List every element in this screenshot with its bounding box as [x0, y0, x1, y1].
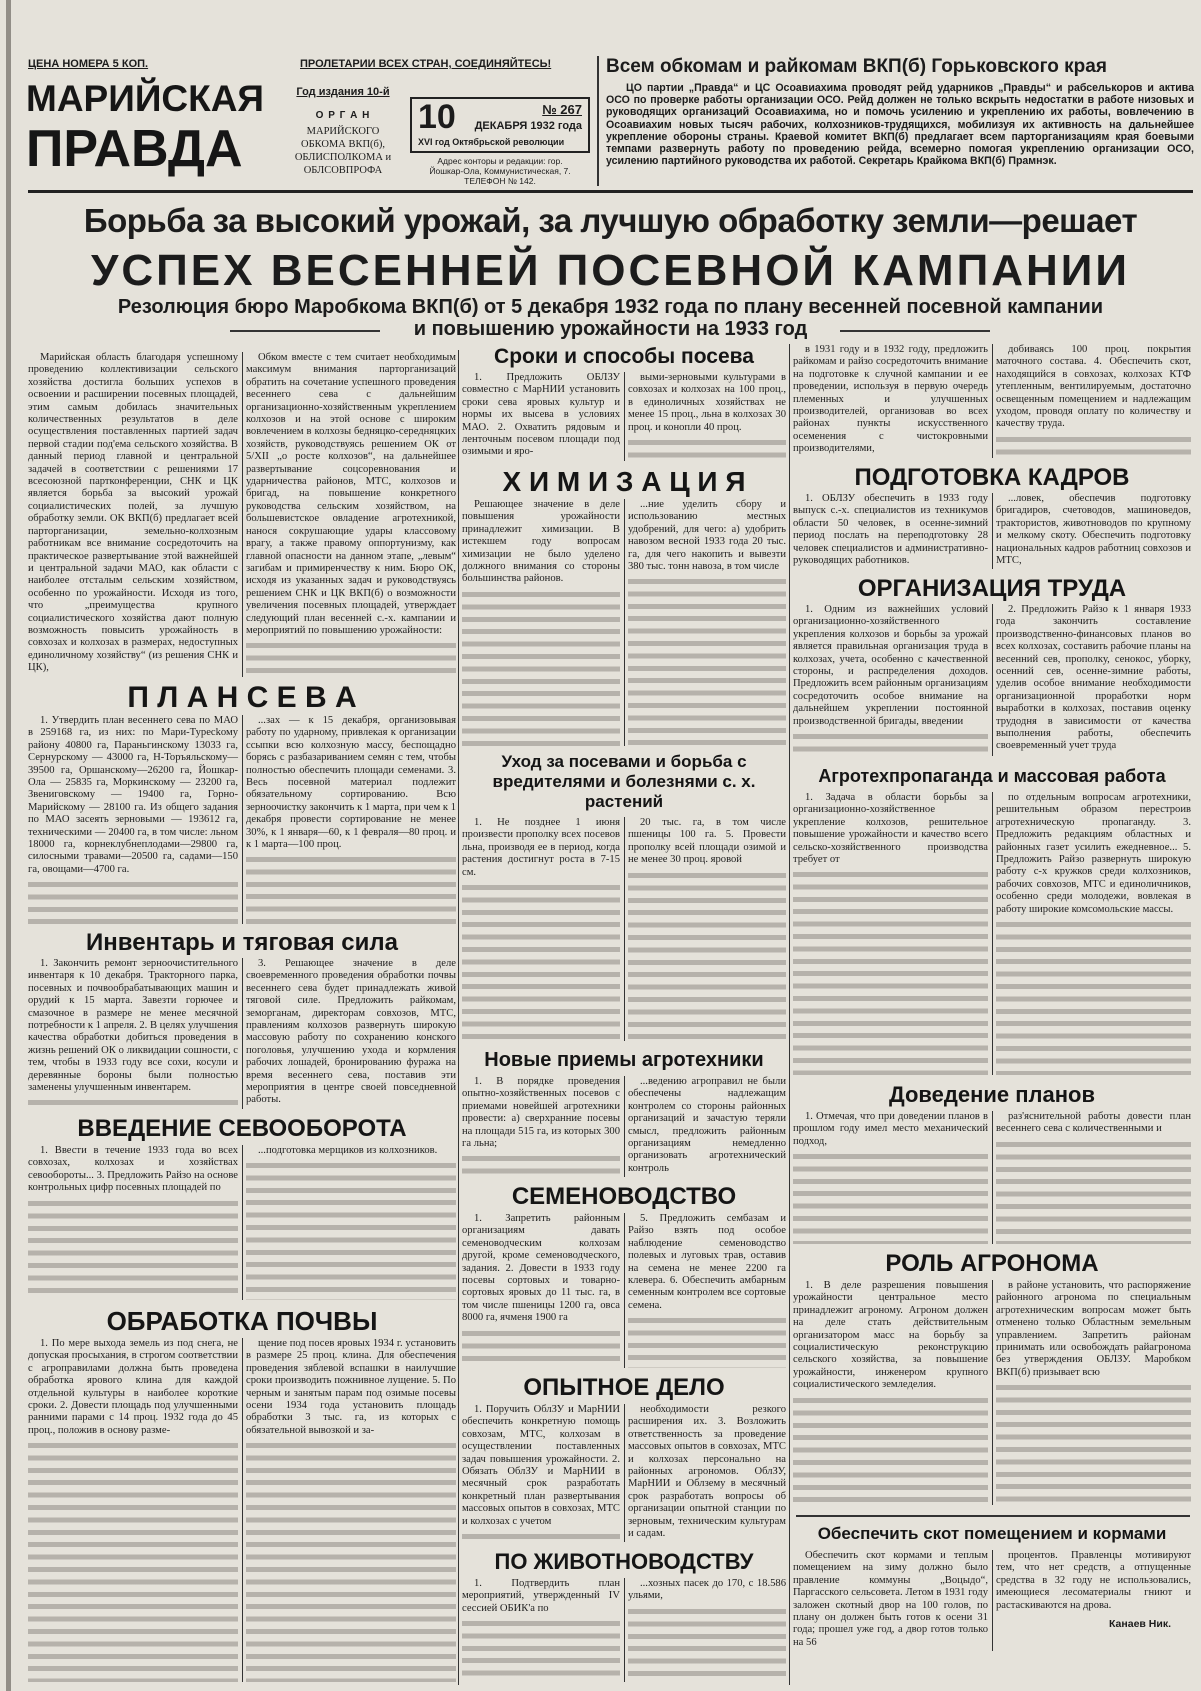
section-heading-text: Агротехпропаганда и массовая работа	[818, 766, 1166, 786]
text-column	[462, 1404, 620, 1542]
text-column	[628, 372, 786, 461]
illegible-text-block	[996, 1381, 1191, 1505]
section-heading	[28, 930, 456, 956]
paragraph: 1. Утвердить план весеннего сева по МАО в 259168 га, из них: по Мари-Туреckому району 40800 га, Параньгинскому 13033 га, Сернурскому — 43000 га, Н-Торъяльскому—39500 га, Оршанскому—26200 га, Йошкар-Ола — 25835 га, Моркинскому — 23200 га, Звениговскому — 19400 га, Горно-Марийскому — 28100 га. Из общего задания по МАО засеять зерновыми — 193612 га, техническими — 20400 га, в том числе: льном 18000 га, корнеклубнеплодами—29800 га, силосными травами—20500 га, садами—150 га, овощами—4700 га.	[28, 715, 238, 875]
text-column	[246, 1145, 456, 1300]
newspaper-logo	[26, 78, 288, 178]
column-divider	[992, 344, 993, 458]
text-column	[462, 1578, 620, 1682]
paragraph: Марийская область благодаря успешному проведению коллективизации сельского хозяйства достигла больших успехов в освоении и расширении посевных площадей, этим самым добилась значительных количественных результатов в деле осуществления поставленных партией задач первой стадии под'ема сельского хозяйства. В данный период главной и центральной задачей в соответствии с решениями 17 всесоюзной партконференции, СНК и ЦК является борьба за высокий урожай социалистических полей, за лучшую обработку земли. ОК ВКП(б) предлагает всей парторганизации, земельно-колхозным работникам все внимание сосредоточить на практическое развертывание этой важнейшей и центральной задачи МАО, как области с наиболее отсталым сельским хозяйством, особенно по урожайности. Исходя из того, что „преимущества крупного социалистического хозяйства дают полную возможность повысить урожайность в совхозах и колхозах в размерах, недоступных единоличному хозяйству“ (из решения СНК и ЦК),	[28, 352, 238, 674]
paragraph: Обеспечить скот кормами и теплым помещением на зиму должно было правление коммуны „Воцыдо“, Паргасского сельсовета. Летом в 1931 году заложен скотный двор на 100 голов, по плану он должен быть готов к осени 31 года; прошел уже год, а двор готов только на 56	[793, 1550, 988, 1648]
section-heading-text: ОПЫТНОЕ ДЕЛО	[523, 1374, 725, 1401]
paragraph: 1. Задача в области борьбы за организационно-хозяйственное укрепление колхозов, решительное повышение урожайности и качество всего сельско-хозяйственного производства требует от	[793, 792, 988, 866]
illegible-text-block	[628, 1605, 786, 1682]
section-heading	[793, 575, 1191, 602]
column-divider	[992, 493, 993, 569]
section-heading-text: Инвентарь и тяговая сила	[86, 929, 398, 956]
price-label: ЦЕНА НОМЕРА 5 КОП.	[28, 58, 149, 70]
author-signature: Канаев Ник.	[1109, 1618, 1171, 1631]
paragraph: 1. Поручить ОблЗУ и МарНИИ обеспечить конкретную помощь совхозам, МТС, колхозам в осуществлении поставленных задач повышения урожайности. 2. Обязать ОблЗУ и МарНИИ в месячный срок разработать конкретный план развертывания массовых опытов в совхозах, МТС и колхозах с учетом	[462, 1404, 620, 1527]
illegible-text-block	[28, 1439, 238, 1682]
paragraph: 1. Одним из важнейших условий организационно-хозяйственного укрепления колхозов и борьбы за урожай является правильная организация труда в колхозах, учета, особенно с качественной стороны, и распределения доходов. Предложить всем районным организациям сосредоточить особое внимание на дальнейшем укреплении постоянной производственной бригады, введении	[793, 604, 988, 727]
illegible-text-block	[462, 1530, 620, 1542]
paragraph: 1. Запретить районным организациям давать семеноводческим колхозам другой, кроме семеноводческого, задания. 2. Довести в 1933 году посевы сортовых и товарно-сортовых яровых до 11 тыс. га, в том числе пшеницы 1200 га, овса 8000 га, ячменя 1900 га	[462, 1213, 620, 1324]
column-divider	[789, 344, 790, 1685]
masthead-rule	[28, 190, 1193, 193]
paragraph: в 1931 году и в 1932 году, предложить райкомам и райзо сосредоточить внимание на подготовке к случной кампании и ее проведении, используя в первую очередь племенных и улучшенных производителей, организовав во всех районах пункты искусственного осеменения с чистокровными производителями,	[793, 344, 988, 455]
illegible-text-block	[628, 869, 786, 1041]
column-divider	[992, 1280, 993, 1505]
column-divider	[624, 1578, 625, 1682]
paragraph: 1. Не позднее 1 июня произвести прополку всех посевов льна, производя ее в период, когда растения достигнут роста в 7-15 см.	[462, 817, 620, 878]
illegible-text-block	[462, 588, 620, 746]
text-column	[462, 1213, 620, 1368]
column-divider	[624, 499, 625, 746]
section-heading-text: Доведение планов	[889, 1082, 1095, 1107]
headline-line-2: УСПЕХ ВЕСЕННЕЙ ПОСЕВНОЙ КАМПАНИИ	[91, 246, 1130, 295]
paragraph: ...ние уделить сбору и использованию местных удобрений, для чего: а) удобрить навозом весной 1933 года 20 тыс. га, для чего накопить и вывезти 380 тыс. тонн навоза, в том числе	[628, 499, 786, 573]
text-column	[996, 1280, 1191, 1505]
text-column	[996, 792, 1191, 1075]
illegible-text-block	[996, 918, 1191, 1075]
section-heading-text: Х И М И З А Ц И Я	[502, 466, 746, 497]
subheadline-rule-left	[230, 330, 380, 332]
column-divider	[242, 715, 243, 924]
issue-number: № 267	[542, 102, 582, 117]
paragraph: 1. Ввести в течение 1933 года во всех совхозах, колхозах и хозяйствах севообороты... 3. Предложить Райзо на основе контрольных цифр посевных площадей по	[28, 1145, 238, 1194]
paragraph: 20 тыс. га, в том числе пшеницы 100 га. 5. Провести прополку всей площади озимой и не менее 30 проц. яровой	[628, 817, 786, 866]
column-divider	[242, 1338, 243, 1682]
section-heading	[462, 752, 786, 812]
column-divider	[242, 352, 243, 677]
text-column	[793, 1280, 988, 1505]
paragraph: 2. Предложить Райзо к 1 января 1933 года закончить составление производственно-финансовых планов во всех колхозах, составить рабочие планы на весенний сев, прополку, сенокос, уборку, осенний сев, осенне-зимние работы, уделив особое внимание необходимости организационной проработки норм выработки в колхозах, поставив оценку трудодня в зависимости от качества выполнения работы, обеспечить своевременный учет труда	[996, 604, 1191, 752]
text-column	[628, 1404, 786, 1542]
paragraph: 1. Предложить ОБЛЗУ совместно с МарНИИ установить сроки сева яровых культур и нормы их высева в условиях МАО. 2. Охватить рядовым и ленточным посевом площади под озимыми и яро-	[462, 372, 620, 458]
illegible-text-block	[462, 1152, 620, 1177]
illegible-text-block	[996, 755, 1191, 756]
text-column	[462, 372, 620, 461]
column-divider	[624, 1404, 625, 1542]
organ-line: ОБЛСОВПРОФА	[303, 165, 383, 176]
column-divider	[624, 817, 625, 1041]
text-column	[462, 499, 620, 746]
section-heading	[462, 1374, 786, 1402]
paragraph: 5. Предложить сембазам и Райзо взять под особое наблюдение семеноводство полевых и луговых трав, оставив на семена не менее 2200 га клевера. 6. Обеспечить амбарным семенным контролем все сортовые семена.	[628, 1213, 786, 1311]
paragraph: процентов. Правленцы мотивируют тем, что нет средств, а отпущенные средства в 32 году не использовались, имеющиеся лесоматериалы гниют и растаскиваются на дрова.	[996, 1550, 1191, 1611]
headline-line-1: Борьба за высокий урожай, за лучшую обработку земли—решает	[83, 202, 1138, 239]
organ-line: МАРИЙСКОГО	[306, 126, 380, 137]
slogan: ПРОЛЕТАРИИ ВСЕХ СТРАН, СОЕДИНЯЙТЕСЬ!	[300, 58, 552, 70]
paragraph: 1. ОБЛЗУ обеспечить в 1933 году выпуск с.-х. специалистов из техникумов области 50 человек, в осенне-зимний период послать на переподготовку 28 человек специалистов и административно-руководящих работников.	[793, 493, 988, 567]
section-heading-text: ПОДГОТОВКА КАДРОВ	[854, 464, 1130, 491]
text-column	[628, 499, 786, 746]
illegible-text-block	[628, 1314, 786, 1368]
column-divider	[992, 1111, 993, 1244]
section-heading	[462, 1183, 786, 1211]
section-heading	[793, 464, 1191, 491]
text-column	[793, 792, 988, 1075]
text-column	[996, 604, 1191, 756]
text-column	[793, 344, 988, 458]
illegible-text-block	[462, 1327, 620, 1368]
column-divider	[992, 604, 993, 756]
section-heading	[793, 1520, 1191, 1548]
paragraph: 1. Отмечая, что при доведении планов в прошлом году имел место механический подход,	[793, 1111, 988, 1147]
text-column	[28, 1145, 238, 1300]
column-divider	[458, 350, 459, 1685]
subheadline-rule-right	[840, 330, 990, 332]
text-column	[628, 1213, 786, 1368]
illegible-text-block	[246, 1159, 456, 1300]
organ-line: ОБЛИСПОЛКОМА и	[294, 152, 392, 163]
column-divider	[242, 958, 243, 1109]
organ-label: О Р Г А Н	[315, 110, 371, 121]
section-heading-text: ПО ЖИВОТНОВОДСТВУ	[494, 1549, 754, 1574]
section-heading-text: ОРГАНИЗАЦИЯ ТРУДА	[857, 575, 1127, 602]
illegible-text-block	[246, 1439, 456, 1682]
section-heading-text: Сроки и способы посева	[494, 345, 754, 368]
column-divider	[992, 1550, 993, 1651]
paragraph: выми-зерновыми культурами в совхозах и колхозах на 100 проц., в единоличных хозяйствах не менее 15 проц., льна в колхозах 30 проц. и конопли 40 проц.	[628, 372, 786, 433]
illegible-text-block	[628, 436, 786, 461]
text-column	[996, 1111, 1191, 1244]
paragraph: 1. Подтвердить план мероприятий, утвержденный IV сессией ОБИК'а по	[462, 1578, 620, 1614]
text-column	[793, 1111, 988, 1244]
paragraph: раз'яснительной работы довести план весеннего сева с количественными и	[996, 1111, 1191, 1135]
revolution-year: XVI год Октябрьской революции	[418, 137, 565, 147]
text-column	[246, 715, 456, 924]
text-column	[246, 958, 456, 1109]
paragraph: 1. В порядке проведения опытно-хозяйственных посевов с приемами новейшей агротехники провести: а) сверхранние посевы на площади 515 га, из которых 300 га льна;	[462, 1076, 620, 1150]
logo-line-2: ПРАВДА	[26, 120, 243, 178]
paragraph: в районе установить, что распоряжение районного агронома по специальным агротехническим вопросам может быть отменено только Областным земельным управлением. Запретить районам принимать или освобождать райагронома без утверждения ОБЛЗУ. Маробком ВКП(б) призывает всю	[996, 1280, 1191, 1378]
section-heading	[793, 1250, 1191, 1278]
paragraph: Обком вместе с тем считает необходимым максимум внимания парторганизаций обратить на сочетание успешного проведения весеннего сева с дальнейшим организационно-хозяйственным укреплением колхозов и на этой основе с широким вовлечением в колхозы бедняцко-середняцких хозяйств, руководствуясь решением ОК от 5/XII „о росте колхозов“, на дальнейшее развертывание соцсоревнования и ударничества районов, МТС, колхозов и бригад, на повышение конкретного руководства сельским хозяйством, на большевистское овладение агротехникой, нанося сокрушающие удары классовому врагу, а также правому оппортунизму, как главной опасности на данном этапе, „левым“ загибам и примиренчеству к ним. Бюро ОК, исходя из указанных задач и руководствуясь решением СНК и ЦК ВКП(б) о возможности увеличения посевных площадей, утверждает следующий план весенней с.-х. кампании и мероприятий по повышению урожайности:	[246, 352, 456, 636]
column-divider	[242, 1145, 243, 1300]
illegible-text-block	[28, 1096, 238, 1109]
logo-line-1: МАРИЙСКАЯ	[26, 78, 265, 119]
address-line: Адрес конторы и редакции: гор.	[437, 156, 563, 166]
paragraph: 1. В деле разрешения повышения урожайности центральное место принадлежит агроному. Агроном должен на деле стать действительным организатором масс на борьбу за социалистическую реконструкцию сельского хозяйства, за повышение урожайности, инженером крупного социалистического земледелия.	[793, 1280, 988, 1391]
announcement	[606, 56, 1194, 167]
illegible-text-block	[462, 1617, 620, 1682]
text-column	[462, 1076, 620, 1177]
issue-date-box	[410, 97, 590, 153]
section-heading	[793, 762, 1191, 790]
text-column	[246, 1338, 456, 1682]
paragraph: 3. Решающее значение в деле своевременного проведения обработки почвы весеннего сева будет принадлежать живой тяговой силе. Предложить райкомам, земорганам, директорам совхозов, МТС, правлениям колхозов развернуть широкую массовую работу по сохранению конского поголовья, улучшению ухода и кормления рабочих лошадей, бронированию фуража на время весеннего сева, поставив эти мероприятия в центре своей повседневной работы.	[246, 958, 456, 1106]
year-label: Год издания 10-й	[296, 86, 390, 98]
illegible-text-block	[462, 881, 620, 1041]
address-block	[410, 156, 590, 186]
section-heading	[28, 683, 456, 713]
section-heading-text: П Л А Н С Е В А	[127, 681, 357, 714]
text-column	[246, 352, 456, 677]
organ-line: ОБКОМА ВКП(б),	[300, 139, 386, 150]
column-divider	[624, 1076, 625, 1177]
paragraph: ...зах — к 15 декабря, организовывая работу по ударному, привлекая к организации ссыпки всю колхозную массу, беспощадно борясь с разбазариванием семян с тем, чтобы полностью обеспечить площади семенами. 3. Весь посевной материал подлежит обязательному сортированию. Всю зерноочистку закончить к 1 марта, при чем к 1 декабря провести сортирование не менее 30%, к 1 января—60, к 1 февраля—80 проц. и к 1 марта—100 проц.	[246, 715, 456, 851]
illegible-text-block	[996, 1138, 1191, 1244]
illegible-text-block	[996, 433, 1191, 458]
section-heading	[462, 1548, 786, 1576]
section-heading-text: СЕМЕНОВОДСТВО	[511, 1183, 737, 1210]
illegible-text-block	[793, 1394, 988, 1505]
section-heading-text: Уход за посевами и борьба с вредителями и болезнями с. х. растений	[492, 752, 756, 811]
paragraph: Решающее значение в деле повышения урожайности принадлежит химизации. В истекшем году вопросам химизации не было уделено должного внимания со стороны большинства районов.	[462, 499, 620, 585]
illegible-text-block	[793, 730, 988, 756]
issue-day: 10	[418, 98, 456, 136]
text-column	[628, 1578, 786, 1682]
text-column	[462, 817, 620, 1041]
section-heading	[462, 1047, 786, 1074]
text-column	[28, 1338, 238, 1682]
section-heading	[28, 1306, 456, 1336]
paragraph: ...ведению агроправил не были обеспечены надлежащим контролем со стороны районных организаций и зачастую теряли смысл, предложить районным организациям немедленно организовать агротехнический контроль	[628, 1076, 786, 1174]
issue-month-year: ДЕКАБРЯ 1932 года	[474, 120, 582, 132]
column-divider	[992, 792, 993, 1075]
announcement-title: Всем обкомам и райкомам ВКП(б) Горьковского края	[606, 56, 1107, 77]
paragraph: по отдельным вопросам агротехники, решительным образом перестроив агротехническую пропаганду. 3. Предложить редакциям областных и районных газет усилить ежедневное... 5. Предложить Райзо развернуть широкую работу с-х кружков среди колхозников, рабочих совхозов, МТС и единоличников, особенно среди молодежи, вовлекая в работу широкие комсомольские массы.	[996, 792, 1191, 915]
illegible-text-block	[628, 575, 786, 746]
text-column	[996, 344, 1191, 458]
paragraph: ...ловек, обеспечив подготовку бригадиров, счетоводов, машиноведов, трактористов, животноводов по крупному и мелкому скоту. Обеспечить подготовку национальных кадров работниц совхозов и МТС,	[996, 493, 1191, 567]
subheadline-line-1: Резолюция бюро Маробкома ВКП(б) от 5 декабря 1932 года по плану весенней посевной кампании	[117, 296, 1104, 318]
section-heading-text: РОЛЬ АГРОНОМА	[885, 1250, 1099, 1277]
text-column	[996, 1550, 1191, 1651]
subheadline-line-2: и повышению урожайности на 1933 год	[413, 318, 808, 340]
paragraph: 1. Закончить ремонт зерноочистительного инвентаря к 10 декабря. Тракторного парка, посевных и почвообрабатывающих машин и орудий к 15 марта. Завезти горючее и смазочное в размере не менее месячной потребности к 1 апреля. 2. В целях улучшения качества обработки добиться проведения в жизнь решений ОК о ликвидации сошности, с тем, чтобы в 1933 году все сохи, косули и деревянные бороны были полностью заменены улучшенным инвентарем.	[28, 958, 238, 1094]
illegible-text-block	[793, 868, 988, 1075]
illegible-text-block	[28, 878, 238, 924]
text-column	[996, 493, 1191, 569]
illegible-text-block	[793, 1150, 988, 1244]
address-line: ТЕЛЕФОН № 142.	[464, 176, 536, 186]
text-column	[28, 352, 238, 677]
paragraph: ...подготовка мерщиков из колхозников.	[258, 1145, 438, 1156]
illegible-text-block	[246, 639, 456, 677]
paragraph: необходимости резкого расширения их. 3. Возложить ответственность за проведение массовых опытов в совхозах, МТС и колхозах персонально на районных агрономов. ОблЗУ, МарНИИ и Облзему в месячный срок разработать вопросы об организации опытной станции по зерновым, техническим культурам и садам.	[628, 1404, 786, 1540]
section-heading-text: ОБРАБОТКА ПОЧВЫ	[106, 1306, 378, 1336]
text-column	[793, 493, 988, 569]
paragraph: ...хозных пасек до 170, с 18.586 ульями,	[628, 1578, 786, 1602]
section-heading-text: ВВЕДЕНИЕ СЕВООБОРОТА	[77, 1115, 407, 1142]
text-column	[628, 817, 786, 1041]
text-column	[28, 715, 238, 924]
section-heading	[462, 344, 786, 370]
paragraph: щение под посев яровых 1934 г. установить в размере 25 проц. клина. Для обеспечения проведения зяблевой вспашки в наилучшие сроки производить пожнивное лущение. 5. По черным и занятым парам под озимые посевы осени 1934 года установить площадь обработки 3 тыс. га, из которых с обязательной вывозкой и за-	[246, 1338, 456, 1436]
text-column	[793, 604, 988, 756]
section-heading	[462, 467, 786, 497]
section-heading-text: Обеспечить скот помещением и кормами	[817, 1524, 1167, 1543]
organ-block	[288, 86, 398, 177]
address-line: Йошкар-Ола, Коммунистическая, 7.	[429, 166, 571, 176]
column-divider	[624, 372, 625, 461]
text-column	[793, 1550, 988, 1651]
box-rule	[796, 1515, 1190, 1517]
announcement-text: ЦО партии „Правда“ и ЦС Осоавиахима проводят рейд ударников „Правды“ и рабселькоров и актива ОСО по проверке работы организации ОСО. Рейд должен не только вскрыть недостатки в работе низовых и руководящих организаций Осоавиахима, но и помочь усилению и укреплению их работы, вовлечению в Осоавиахим новых тысяч рабочих, колхозников-трудящихся, мобилизуя их активность на дальнейшее укрепление обороны страны. Краевой комитет ВКП(б) предлагает всем парторганизациям края боевыми темпами развернуть работу по проведению рейда, всемерно помогая укреплению организации ОСО, усилению партийного руководства их работой. Секретарь Крайкома ВКП(б) Прамнэк.	[606, 82, 1194, 168]
section-heading	[28, 1115, 456, 1143]
text-column	[628, 1076, 786, 1177]
section-heading	[793, 1081, 1191, 1109]
illegible-text-block	[28, 1197, 238, 1300]
text-column	[28, 958, 238, 1109]
section-heading-text: Новые приемы агротехники	[484, 1049, 764, 1071]
paragraph: добиваясь 100 проц. покрытия маточного состава. 4. Обеспечить скот, находящийся в совхозах, колхозах КТФ утепленным, вентилируемым, достаточно освещенным помещением и надлежащим уходом, проводя оплату по количеству и качеству труда.	[996, 344, 1191, 430]
paragraph: 1. По мере выхода земель из под снега, не допуская просыхания, в строгом соответствии с агроправилами должна быть проведена обработка ярового клина для каждой отдельной культуры в наиболее короткие сроки. 2. Довести площадь под улучшенными ранними парами с 14 проц. 1932 года до 45 проц., положив в основу разме-	[28, 1338, 238, 1436]
illegible-text-block	[246, 853, 456, 924]
column-divider	[624, 1213, 625, 1368]
masthead-divider	[597, 56, 599, 186]
